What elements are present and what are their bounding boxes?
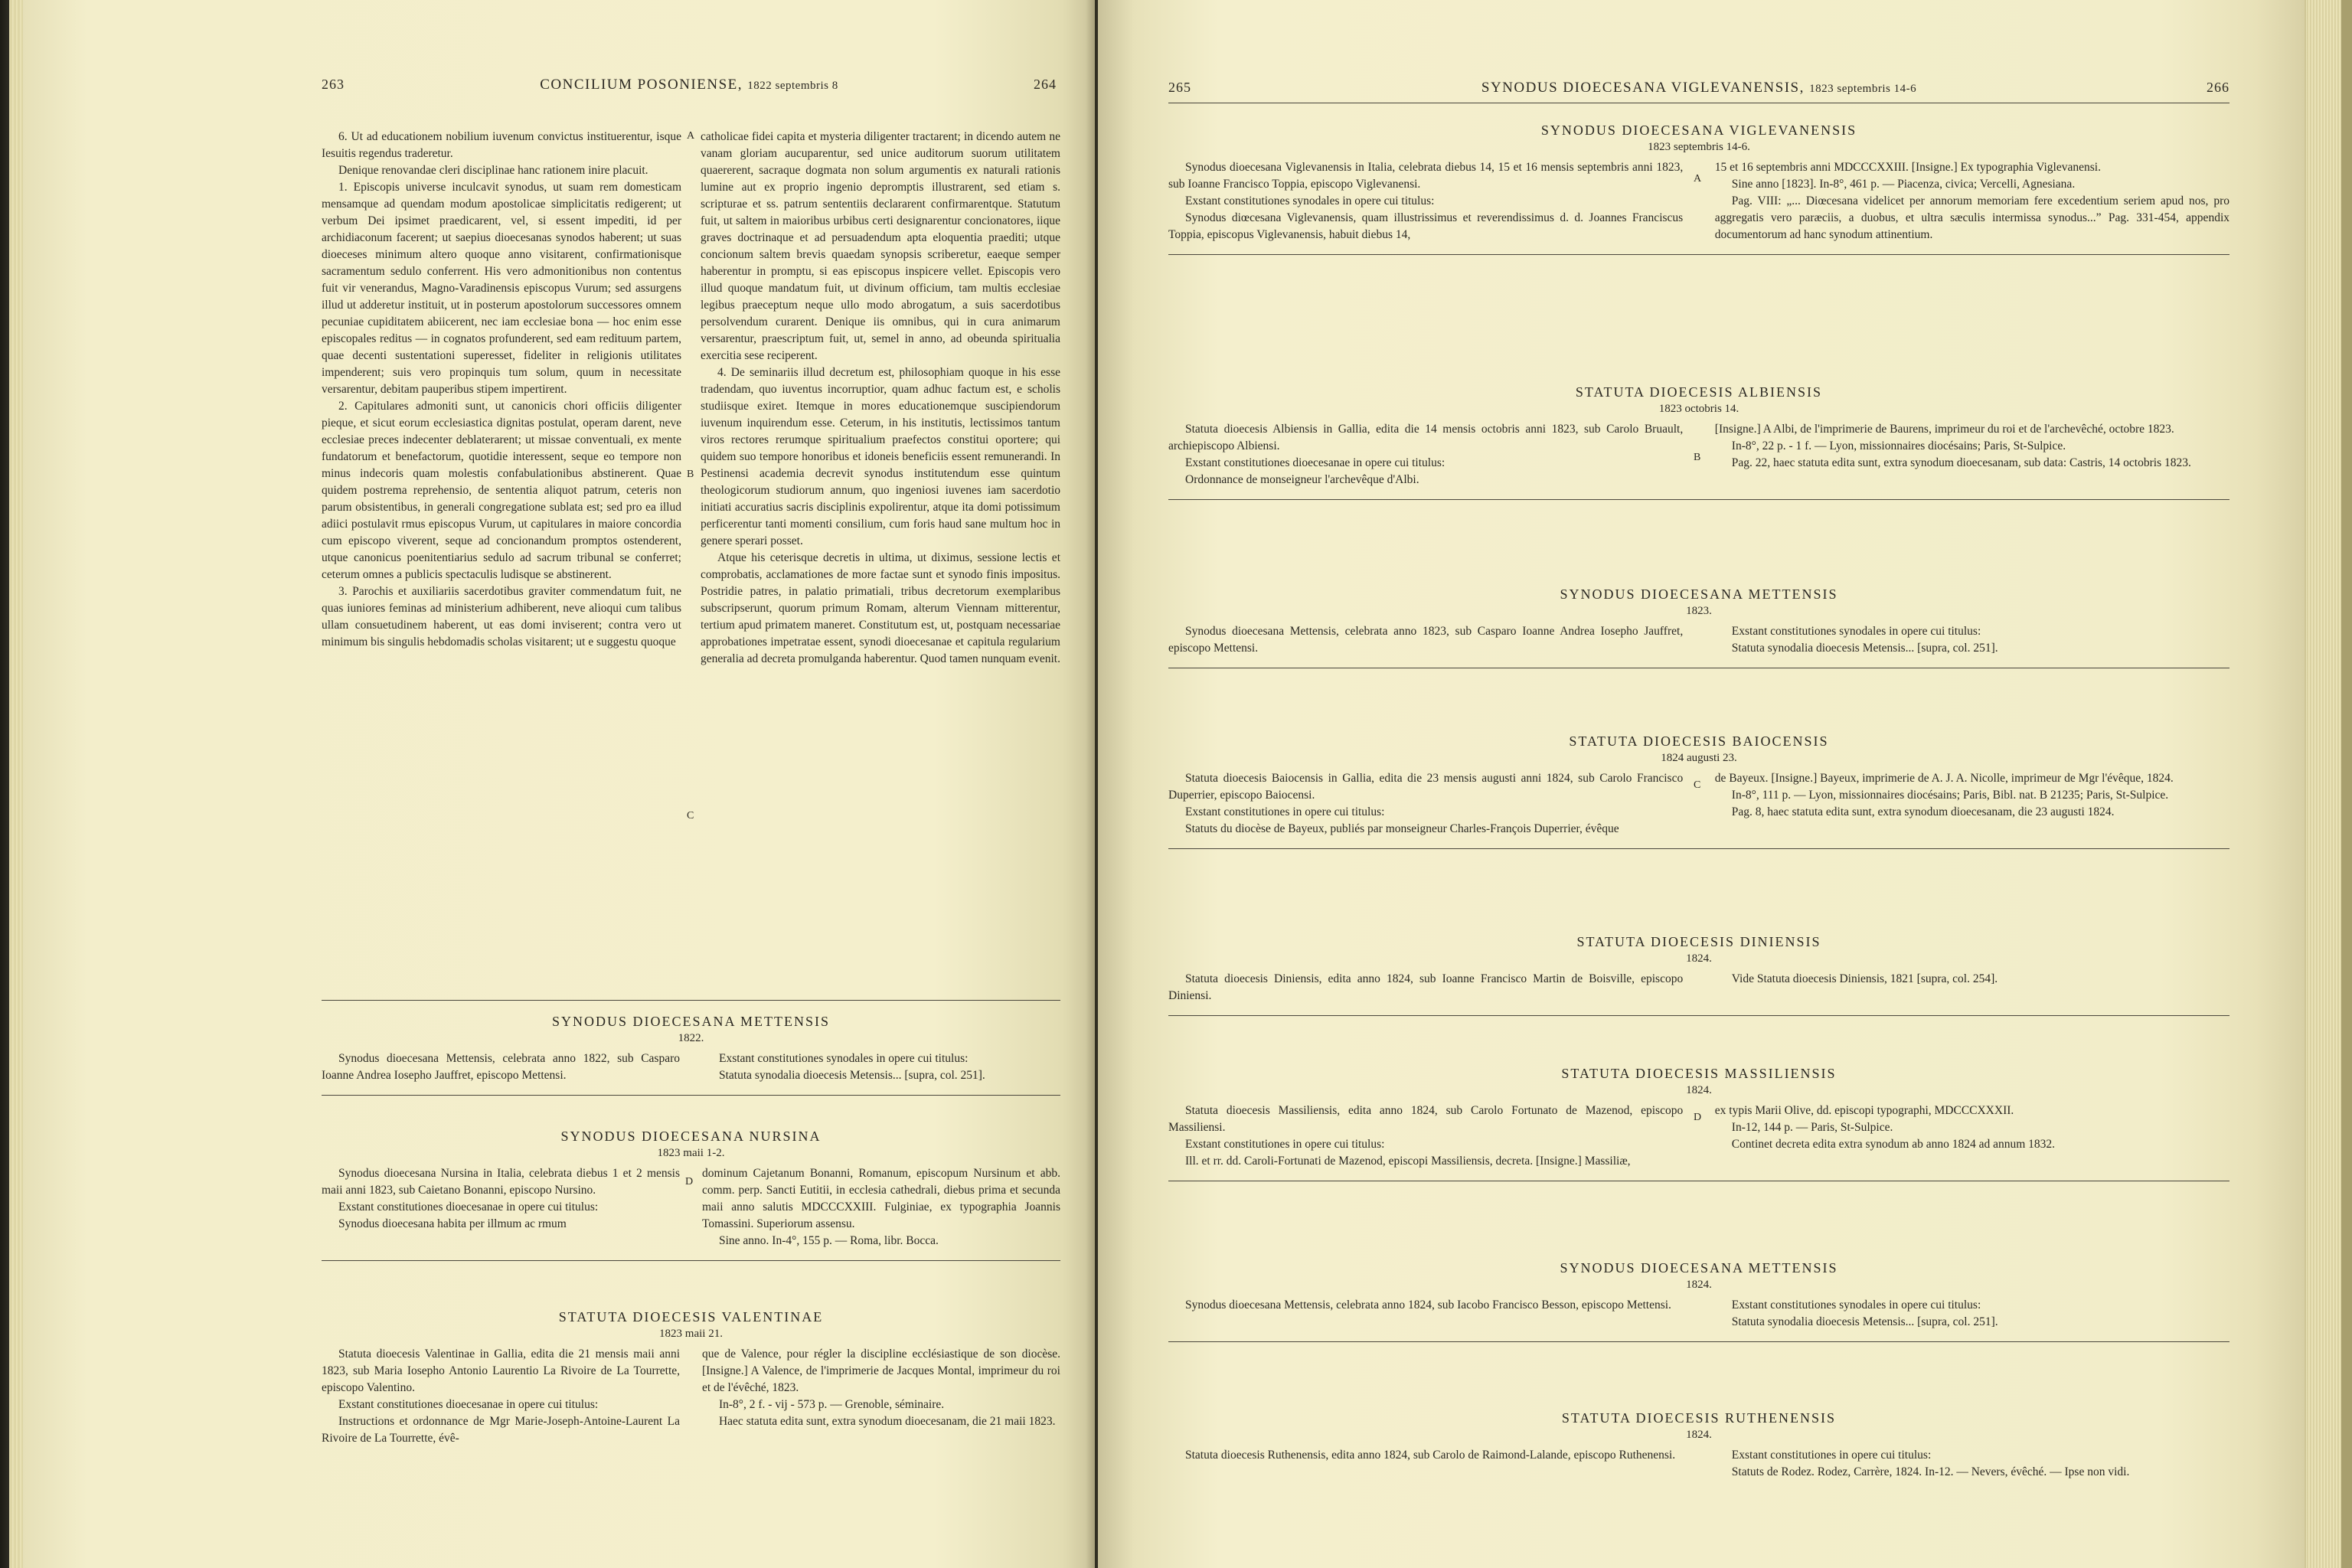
paragraph: Exstant constitutiones synodales in opere cui titulus: [1185, 194, 1435, 207]
section-diniensis [1168, 933, 2230, 1016]
paragraph: Exstant constitutiones in opere cui titulus: [1185, 805, 1385, 818]
paragraph: 6. Ut ad educationem nobilium iuvenum convictus instituerentur, isque Iesuitis regendus traderetur. [322, 130, 681, 160]
paragraph: de Bayeux. [Insigne.] Bayeux, imprimerie de A. J. A. Nicolle, imprimeur de Mgr l'évêque, 1824. [1714, 772, 2174, 785]
section-albiensis [1168, 383, 2230, 500]
margin-marker: B [687, 469, 694, 480]
section-title: STATUTA DIOECESIS RUTHENENSIS [1561, 1410, 1837, 1426]
page-number: 263 [322, 77, 345, 92]
section-viglevanensis [1168, 121, 2230, 255]
section-left-col [1168, 971, 1683, 1004]
margin-marker: C [687, 810, 694, 822]
paragraph: Exstant constitutiones dioecesanae in opere cui titulus: [338, 1398, 599, 1411]
section-rule [1168, 1015, 2230, 1016]
section-left-col [1168, 1102, 1683, 1170]
section-rule [1168, 1341, 2230, 1342]
section-rule [322, 1095, 1060, 1096]
page-stack-left [9, 0, 24, 1568]
section-date: 1823 maii 21. [659, 1328, 723, 1340]
left-page [23, 0, 1095, 1568]
paragraph: In-8°, 2 f. - vij - 573 p. — Grenoble, séminaire. [718, 1398, 945, 1411]
section-right-col [1715, 1297, 2230, 1331]
running-title: SYNODUS DIOECESANA VIGLEVANENSIS, 1823 septembris 14-6 [1481, 80, 1917, 96]
paragraph: Statuta dioecesis Diniensis, edita anno 1824, sub Ioanne Francisco Martin de Boisville, episcopo Diniensi. [1168, 972, 1684, 1002]
section-title: STATUTA DIOECESIS BAIOCENSIS [1569, 733, 1829, 749]
paragraph: Statuta synodalia dioecesis Metensis... [supra, col. 251]. [1731, 642, 1998, 655]
section-date: 1823 maii 1-2. [657, 1147, 725, 1159]
section-rule [1168, 848, 2230, 849]
section-left-col [322, 1346, 680, 1447]
right-page [1098, 0, 2305, 1568]
section-right-col [702, 1165, 1060, 1250]
section-right-col [1715, 421, 2230, 488]
paragraph: Denique renovandae cleri disciplinae hanc rationem inire placuit. [338, 164, 648, 177]
paragraph: Synodus dioecesana Mettensis, celebrata anno 1822, sub Casparo Ioanne Andrea Iosepho Jauffret, episcopo Mettensi. [322, 1052, 681, 1082]
section-right-col [702, 1050, 1060, 1084]
paragraph: Statuta dioecesis Albiensis in Gallia, edita die 14 mensis octobris anni 1823, sub Carolo Bruault, archiepiscopo Albiensi. [1168, 423, 1684, 452]
section-title: STATUTA DIOECESIS ALBIENSIS [1575, 384, 1823, 400]
paragraph: catholicae fidei capita et mysteria diligenter tractarent; in dicendo autem ne vanam gloriam aucuparentur, sed unice auditorum suorum utilitatem quaererent, sacraque dogmata non solum argumentis ex naturali rationis lumine aut ex proprio ingenio depromptis illustrarent, sed etiam s. scripturae et ss. patrum sententiis declararent confirmarentque. Statutum fuit, ut saltem in maioribus urbibus certi designarentur concionatores, iique graves doctrinaque et ad persuadendum apta eloquentia praediti; utque concionum saltem brevis quaedam synopsis scriberetur, eaeque semper haberentur in promptu, si eas episcopus inspicere vellet. Episcopis vero illud quoque mandatum fuit, ut divinum officium, tam multis ecclesiae legibus praeceptum neque ullo modo abrogatum, a suis sacerdotibus persolvendum curarent. Denique iis omnibus, qui in cura animarum versarentur, praescriptum fuit, ut, semel in anno, ad obeunda spiritualia exercitia sese reciperent. [701, 130, 1060, 362]
paragraph: Pag. VIII: „... Diœcesana videlicet per annorum memoriam fere excedentium seriem apud nos, pro aggregatis vero paræciis, a duobus, et ultra sæculis intermissa synodus...” Pag. 331-454, appendix documentorum ad hanc synodum attinentium. [1714, 194, 2230, 241]
section-date: 1822. [678, 1032, 704, 1044]
paragraph: Synodus dioecesana Viglevanensis in Italia, celebrata diebus 14, 15 et 16 mensis septembris anni 1823, sub Ioanne Francisco Toppia, episcopo Viglevanensi. [1168, 161, 1684, 191]
page-number: 264 [1033, 77, 1057, 92]
paragraph: 4. De seminariis illud decretum est, philosophiam quoque in his esse tradendam, quo iuventus incorruptior, quam adhuc factum est, e scholis studiisque exiret. Itemque in mores educationemque suscipiendorum iuvenum inquirendum esse. Ceterum, in his institutis, lectissimos tantum viros rectores rerumque spiritualium praefectos constitui oportere; qui quidem suo tempore honoribus et idoneis beneficiis essent remunerandi. In Pestinensi academia decrevit synodus institutendum esse quintum theologicorum studiorum annum, quo ingeniosi iuvenes iam sacerdotio initiati accuratius sacris disciplinis expolirentur, atque ita domi potissimum perficerentur tanti momenti consilium, cum foris haud sane multum hoc in genere sperari posset. [701, 366, 1060, 547]
paragraph: Exstant constitutiones in opere cui titulus: [1185, 1138, 1385, 1151]
paragraph: 1. Episcopis universe inculcavit synodus, ut suam rem domesticam mensamque ad quendam modum apostolicae simplicitatis redigerent; ut verbum Dei ipsimet praedicarent, vel, si essent impediti, id per archidiaconum facerent; ut saepius dioecesanas synodos haberent; ut suas dioeceses minimum altero quoque anno visitarent, confirmationisque sacramentum sedulo conferrent. His vero admonitionibus non contentus fuit vir venerandus, Magno-Varadinensis episcopus Vurum; sed assurgens illud ut adderetur instituit, ut in posterum apostolorum successores omnem pecuniae cupiditatem abiicerent, nec iam ecclesiae bona — hoc enim esse episcopales reditus — in cognatos profunderent, sed eam redituum partem, quae decenti sustentationi superesset, fideliter in religionis utilitates impenderent; suis vero propinquis tum solum, quum in necessitate versarentur, debitam pauperibus stipem impertirent. [322, 181, 681, 396]
section-left-col [1168, 159, 1683, 243]
page-stack-right [2305, 0, 2343, 1568]
paragraph: Sine anno [1823]. In-8°, 461 p. — Piacenza, civica; Vercelli, Agnesiana. [1731, 178, 2076, 191]
margin-marker: D [1694, 1112, 1702, 1123]
section-left-col [1168, 1447, 1683, 1481]
section-mettensis-1824 [1168, 1259, 2230, 1342]
paragraph: Instructions et ordonnance de Mgr Marie-Joseph-Antoine-Laurent La Rivoire de La Tourrette, évê- [322, 1415, 681, 1445]
paragraph: Exstant constitutiones in opere cui titulus: [1731, 1449, 1932, 1462]
paragraph: Ill. et rr. dd. Caroli-Fortunati de Mazenod, episcopi Massiliensis, decreta. [Insigne.] Massiliæ, [1185, 1155, 1631, 1168]
paragraph: Exstant constitutiones synodales in opere cui titulus: [718, 1052, 969, 1065]
section-left-col [1168, 1297, 1683, 1331]
paragraph: Continet decreta edita extra synodum ab anno 1824 ad annum 1832. [1731, 1138, 2056, 1151]
section-rule [322, 1000, 1060, 1001]
section-date: 1824. [1686, 1279, 1712, 1291]
paragraph: Pag. 22, haec statuta edita sunt, extra synodum dioecesanam, sub data: Castris, 14 octobris 1823. [1731, 456, 2191, 469]
section-title: SYNODUS DIOECESANA METTENSIS [551, 1014, 831, 1029]
page-number: 266 [2206, 80, 2230, 95]
left-running-head [322, 77, 1057, 93]
paragraph: dominum Cajetanum Bonanni, Romanum, episcopum Nursinum et abb. comm. perp. Sancti Eutitii, in ecclesia cathedrali, diebus prima et secunda maii anno salutis MDCCCXXIII. Fulginiae, ex typographia Joannis Tomassini. Superiorum assensu. [701, 1167, 1060, 1230]
book-cover-right [2341, 0, 2352, 1568]
paragraph: Statuta synodalia dioecesis Metensis... [supra, col. 251]. [718, 1069, 985, 1082]
left-col-b [701, 129, 1060, 998]
left-col-a [322, 129, 681, 998]
paragraph: Statuta dioecesis Massiliensis, edita anno 1824, sub Carolo Fortunato de Mazenod, episcopo Massiliensi. [1168, 1104, 1684, 1134]
section-right-col [1715, 971, 2230, 1004]
paragraph: Ordonnance de monseigneur l'archevêque d'Albi. [1185, 473, 1419, 486]
paragraph: Exstant constitutiones dioecesanae in opere cui titulus: [1185, 456, 1446, 469]
paragraph: Haec statuta edita sunt, extra synodum dioecesanam, die 21 maii 1823. [718, 1415, 1056, 1428]
paragraph: Pag. 8, haec statuta edita sunt, extra synodum dioecesanam, die 23 augusti 1824. [1731, 805, 2115, 818]
paragraph: Synodus dioecesana Mettensis, celebrata anno 1824, sub Iacobo Francisco Besson, episcopo Mettensi. [1185, 1298, 1671, 1312]
section-title: STATUTA DIOECESIS MASSILIENSIS [1561, 1066, 1837, 1081]
section-date: 1823. [1686, 605, 1712, 617]
section-right-col [1715, 159, 2230, 243]
section-date: 1824. [1686, 952, 1712, 965]
right-running-head [1168, 80, 2230, 96]
page-number: 265 [1168, 80, 1191, 95]
section-left-col [1168, 623, 1683, 657]
paragraph: Statuts de Rodez. Rodez, Carrère, 1824. In-12. — Nevers, évêché. — Ipse non vidi. [1731, 1465, 2130, 1478]
section-right-col [1715, 623, 2230, 657]
paragraph: 3. Parochis et auxiliariis sacerdotibus graviter commendatum fuit, ne quas iuniores feminas ad ministerium adhiberent, neve alioqui cum talibus ullam consuetudinem haberent, ut eas domi inviserent; contra vero ut minimum bis singulis hebdomadis scholas visitarent; ut e suggestu quoque [322, 585, 681, 648]
margin-marker: A [1694, 173, 1702, 185]
paragraph: que de Valence, pour régler la discipline ecclésiastique de son diocèse. [Insigne.] A Valence, de l'imprimerie de Jacques Montal, imprimeur du roi et de l'évêché, 1823. [701, 1348, 1060, 1394]
section-title: STATUTA DIOECESIS DINIENSIS [1576, 934, 1821, 949]
section-nursina [322, 1127, 1060, 1261]
section-right-col [1715, 770, 2230, 838]
paragraph: Sine anno. In-4°, 155 p. — Roma, libr. Bocca. [718, 1234, 939, 1247]
paragraph: Synodus dioecesana Nursina in Italia, celebrata diebus 1 et 2 mensis maii anni 1823, sub Caietano Bonanni, episcopo Nursino. [322, 1167, 681, 1197]
section-left-col [322, 1165, 680, 1250]
paragraph: Statuta dioecesis Valentinae in Gallia, edita die 21 mensis maii anni 1823, sub Maria Iosepho Antonio Laurentio La Rivoire de La Tourrette, episcopo Valentino. [322, 1348, 681, 1394]
running-title: CONCILIUM POSONIENSE, 1822 septembris 8 [540, 77, 838, 93]
section-title: SYNODUS DIOECESANA METTENSIS [1560, 1260, 1838, 1276]
paragraph: Synodus dioecesana Mettensis, celebrata anno 1823, sub Casparo Ioanne Andrea Iosepho Jauffret, episcopo Mettensi. [1168, 625, 1684, 655]
section-left-col [1168, 421, 1683, 488]
paragraph: In-8°, 22 p. - 1 f. — Lyon, missionnaires diocésains; Paris, St-Sulpice. [1731, 439, 2066, 452]
paragraph: Exstant constitutiones synodales in opere cui titulus: [1731, 1298, 1981, 1312]
section-title: SYNODUS DIOECESANA METTENSIS [1560, 586, 1838, 602]
section-right-col [1715, 1447, 2230, 1481]
margin-marker: C [1694, 779, 1701, 791]
paragraph: Statuts du diocèse de Bayeux, publiés par monseigneur Charles-François Duperrier, évêque [1185, 822, 1619, 835]
section-mettensis-1822 [322, 1012, 1060, 1096]
paragraph: In-8°, 111 p. — Lyon, missionnaires diocésains; Paris, Bibl. nat. B 21235; Paris, St-Sulpice. [1731, 789, 2169, 802]
section-date: 1824 augusti 23. [1661, 752, 1737, 764]
section-valentinae [322, 1308, 1060, 1447]
paragraph: Statuta dioecesis Ruthenensis, edita anno 1824, sub Carolo de Raimond-Lalande, episcopo Ruthenensi. [1185, 1449, 1676, 1462]
section-left-col [322, 1050, 680, 1084]
section-date: 1824. [1686, 1084, 1712, 1096]
paragraph: In-12, 144 p. — Paris, St-Sulpice. [1731, 1121, 1893, 1134]
section-date: 1824. [1686, 1429, 1712, 1441]
section-rule [1168, 254, 2230, 255]
margin-marker: A [687, 130, 695, 142]
margin-marker: B [1694, 452, 1701, 463]
section-right-col [702, 1346, 1060, 1447]
paragraph: Synodus diœcesana Viglevanensis, quam illustrissimus et reverendissimus d. d. Joannes Franciscus Toppia, episcopus Viglevanensis, habuit diebus 14, [1168, 211, 1684, 241]
paragraph: ex typis Marii Olive, dd. episcopi typographi, MDCCCXXXII. [1714, 1104, 2014, 1117]
paragraph: Statuta synodalia dioecesis Metensis... [supra, col. 251]. [1731, 1315, 1998, 1328]
paragraph: Atque his ceterisque decretis in ultima, ut diximus, sessione lectis et comprobatis, acclamationes de more factae sunt et synodo finis impositus. Postridie patres, in palatio primatiali, tribus decretorum exemplaribus subscripserunt, quorum primum Romam, alterum Viennam mitterentur, tertium apud primatem maneret. Constitutum est, ut, postquam necessariae approbationes impetratae essent, synodi dioecesanae et capitula regularium generalia ad decreta promulganda haberentur. Quod tamen nunquam evenit. [701, 551, 1060, 665]
section-mettensis-1823 [1168, 585, 2230, 668]
section-title: SYNODUS DIOECESANA VIGLEVANENSIS [1540, 122, 1857, 138]
paragraph: 15 et 16 septembris anni MDCCCXXIII. [Insigne.] Ex typographia Viglevanensi. [1714, 161, 2101, 174]
section-title: STATUTA DIOECESIS VALENTINAE [558, 1309, 824, 1325]
section-date: 1823 septembris 14-6. [1648, 141, 1750, 153]
paragraph: 2. Capitulares admoniti sunt, ut canonicis chori officiis diligenter pieque, et sicut eorum ecclesiastica dignitas postulat, operam darent, neve ecclesiae preces indecenter deblaterarent; ut missae conventuali, ex mente fundatorum et benefactorum, quotidie interessent, seque eo tempore non minus indecoris quam molestis confabulationibus abstinerent. Quae quidem postrema reprehensio, de sententia aliquot patrum, ceteris non parum obsistentibus, in generali congregatione sublata est; sed pro ea illud adiici postulavit rmus episcopus Vurum, ut capitulares in maiore concordia cum episcopo viverent, seque ad concionandum promptos ostenderent, utque canonicus poenitentiarius sedulo ad sacrum tribunal se conferret; ceterum omnes a publicis spectaculis ludisque se abstinerent. [322, 400, 681, 581]
paragraph: Exstant constitutiones dioecesanae in opere cui titulus: [338, 1200, 599, 1214]
section-right-col [1715, 1102, 2230, 1170]
paragraph: Statuta dioecesis Baiocensis in Gallia, edita die 23 mensis augusti anni 1824, sub Carolo Francisco Duperrier, episcopo Baiocensi. [1168, 772, 1684, 802]
paragraph: Vide Statuta dioecesis Diniensis, 1821 [supra, col. 254]. [1731, 972, 1998, 985]
section-rule [322, 1260, 1060, 1261]
paragraph: Synodus dioecesana habita per illmum ac rmum [338, 1217, 567, 1230]
paragraph: Exstant constitutiones synodales in opere cui titulus: [1731, 625, 1981, 638]
section-title: SYNODUS DIOECESANA NURSINA [560, 1129, 822, 1144]
section-rule [1168, 499, 2230, 500]
section-left-col [1168, 770, 1683, 838]
margin-marker: D [685, 1176, 694, 1187]
paragraph: [Insigne.] A Albi, de l'imprimerie de Baurens, imprimeur du roi et de l'archevêché, octobre 1823. [1714, 423, 2174, 436]
section-date: 1823 octobris 14. [1658, 403, 1740, 415]
section-ruthenensis [1168, 1409, 2230, 1481]
